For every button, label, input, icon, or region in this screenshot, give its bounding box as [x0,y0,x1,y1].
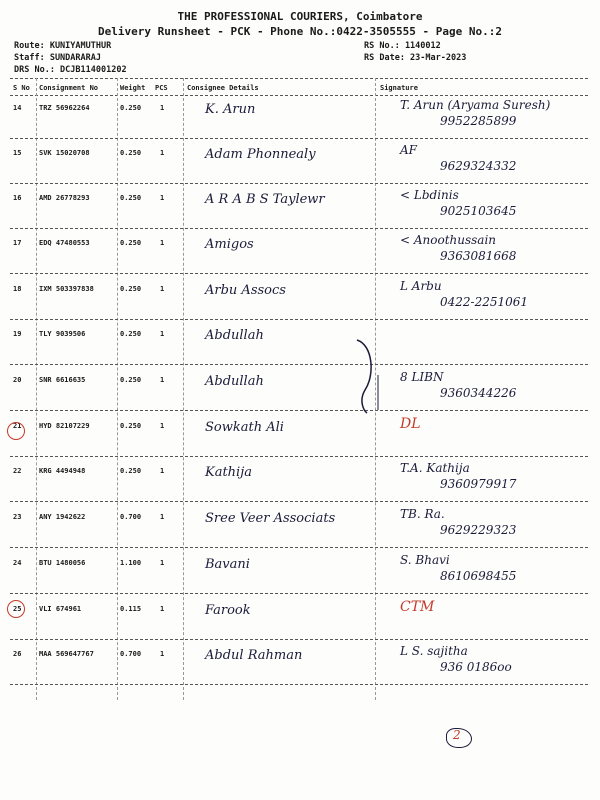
row-pcs: 1 [160,194,165,202]
row-weight: 0.250 [120,239,142,247]
hand-drawn-bracket [345,335,385,415]
row-pcs: 1 [160,149,165,157]
row-consignment: TLY 9039506 [39,330,86,338]
header-top-rule [10,78,588,79]
row-consignment: SNR 6616635 [39,376,86,384]
row-separator [10,547,588,548]
row-separator [10,138,588,139]
row-phone: 9025103645 [440,204,517,218]
row-separator [10,273,588,274]
row-consignment: ANY 1942622 [39,513,86,521]
page-mark: 2 [453,728,461,742]
row-signature: TB. Ra. [400,507,445,521]
row-consignee: Farook [205,603,251,618]
row-sno: 26 [13,650,22,658]
row-signature: T. Arun (Aryama Suresh) [400,98,551,112]
row-pcs: 1 [160,650,165,658]
row-separator [10,639,588,640]
column-divider [36,78,37,700]
row-weight: 0.250 [120,467,142,475]
row-pcs: 1 [160,104,165,112]
row-sno: 17 [13,239,22,247]
row-sno: 21 [13,422,22,430]
row-weight: 0.115 [120,605,142,613]
row-signature: DL [400,416,421,432]
red-circle-mark [7,422,25,440]
row-weight: 0.250 [120,285,142,293]
row-consignment: KRG 4494948 [39,467,86,475]
row-sno: 18 [13,285,22,293]
row-signature: < Lbdinis [400,188,459,202]
row-signature: CTM [400,599,435,615]
column-header-signature: Signature [380,84,418,92]
row-sno: 19 [13,330,22,338]
row-separator [10,684,588,685]
runsheet-subtitle: Delivery Runsheet - PCK - Phone No.:0422-3505555 - Page No.:2 [98,25,502,38]
row-consignee: Sowkath Ali [205,420,284,435]
row-sno: 24 [13,559,22,567]
column-header-sno: S No [13,84,30,92]
column-divider [183,78,184,700]
column-header-consignment: Consignment No [39,84,99,92]
row-signature: AF [400,143,417,157]
row-weight: 0.700 [120,650,142,658]
route-label: Route: KUNIYAMUTHUR [14,41,112,51]
row-consignment: TRZ 56962264 [39,104,90,112]
row-consignee: Sree Veer Associats [205,511,336,526]
row-separator [10,593,588,594]
row-consignment: IXM 503397838 [39,285,94,293]
row-separator [10,501,588,502]
row-sno: 22 [13,467,22,475]
row-separator [10,456,588,457]
row-signature: T.A. Kathija [400,461,470,475]
row-phone: 9360344226 [440,386,517,400]
row-consignment: HYD 82107229 [39,422,90,430]
column-header-consignee: Consignee Details [187,84,259,92]
row-consignee: A R A B S Taylewr [205,192,325,207]
row-weight: 0.250 [120,330,142,338]
row-signature: S. Bhavi [400,553,450,567]
row-pcs: 1 [160,330,165,338]
row-separator [10,364,588,365]
row-pcs: 1 [160,422,165,430]
rs-date-label: RS Date: 23-Mar-2023 [364,53,467,63]
row-sno: 15 [13,149,22,157]
row-pcs: 1 [160,467,165,475]
row-consignee: Arbu Assocs [205,283,286,298]
row-weight: 0.250 [120,376,142,384]
row-consignee: Adam Phonnealy [205,147,316,162]
row-consignee: Abdullah [205,374,264,389]
row-consignee: Abdul Rahman [205,648,303,663]
row-weight: 0.250 [120,194,142,202]
row-phone: 9952285899 [440,114,517,128]
row-sno: 20 [13,376,22,384]
row-phone: 9363081668 [440,249,517,263]
row-consignment: BTU 1480056 [39,559,86,567]
row-pcs: 1 [160,559,165,567]
row-consignee: Amigos [205,237,254,252]
row-phone: 0422-2251061 [440,295,529,309]
row-sno: 25 [13,605,22,613]
row-consignment: SVK 15020708 [39,149,90,157]
row-weight: 0.250 [120,149,142,157]
header-bottom-rule [10,95,588,96]
row-phone: 936 0186oo [440,660,512,674]
row-sno: 23 [13,513,22,521]
row-consignment: MAA 569647767 [39,650,94,658]
red-circle-mark [7,600,25,618]
drs-label: DRS No.: DCJB114001202 [14,65,127,75]
row-separator [10,410,588,411]
row-weight: 1.100 [120,559,142,567]
row-phone: 8610698455 [440,569,517,583]
row-pcs: 1 [160,376,165,384]
row-consignee: Kathija [205,465,252,480]
row-consignment: AMD 26778293 [39,194,90,202]
row-sno: 14 [13,104,22,112]
row-pcs: 1 [160,513,165,521]
row-separator [10,228,588,229]
row-phone: 9629324332 [440,159,517,173]
row-consignee: K. Arun [205,102,256,117]
row-weight: 0.250 [120,422,142,430]
row-consignment: VLI 674961 [39,605,82,613]
row-pcs: 1 [160,605,165,613]
row-separator [10,183,588,184]
row-signature: 8 LIBN [400,370,444,384]
row-phone: 9629229323 [440,523,517,537]
row-pcs: 1 [160,239,165,247]
column-header-weight: Weight [120,84,146,92]
row-weight: 0.700 [120,513,142,521]
column-divider [117,78,118,700]
row-consignment: EDQ 47480553 [39,239,90,247]
row-pcs: 1 [160,285,165,293]
row-consignee: Bavani [205,557,250,572]
row-sno: 16 [13,194,22,202]
row-weight: 0.250 [120,104,142,112]
staff-label: Staff: SUNDARARAJ [14,53,101,63]
row-signature: L S. sajitha [400,644,468,658]
row-signature: L Arbu [400,279,442,293]
row-phone: 9360979917 [440,477,517,491]
column-header-pcs: PCS [155,84,168,92]
row-separator [10,319,588,320]
row-signature: < Anoothussain [400,233,497,247]
rs-no-label: RS No.: 1140012 [364,41,441,51]
runsheet-title: THE PROFESSIONAL COURIERS, Coimbatore [177,10,423,23]
row-consignee: Abdullah [205,328,264,343]
